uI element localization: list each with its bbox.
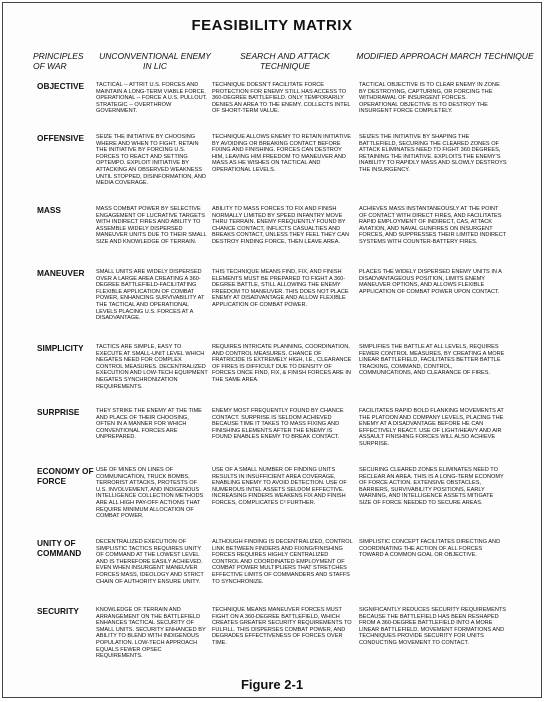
enemy-cell-surprise: THEY STRIKE THE ENEMY AT THE TIME AND PLACE OF THEIR CHOOSING, OFTEN IN A MANNER FOR WHICH CONVENTIONAL FORCES ARE UNPREPARED. [96,408,202,441]
enemy-cell-security: KNOWLEDGE OF TERRAIN AND ARRANGEMENT ON THE BATTLEFIELD ENHANCES TACTICAL SECURITY OF SMALL UNITS. SECURITY ENHANCED BY ABILITY TO BLEND WITH INDIGENOUS POPULATION. LOW-TECH APPROACH EQUALS FEWER OPSEC REQUIREMENTS. [96,607,206,660]
principle-surprise: SURPRISE [37,407,80,417]
search-cell-offensive: TECHNIQUE ALLOWS ENEMY TO RETAIN INITIATIVE BY AVOIDING OR BREAKING CONTACT BEFORE FIXING AND FINISHING. FORCES CAN DESTROY HIM, LEAVING HIM FREEDOM TO MANEUVER AND MASS AS HE WISHES ON TACTICAL AND OPERATIONAL LEVELS. [212,134,352,173]
search-cell-mass: ABILITY TO MASS FORCES TO FIX AND FINISH NORMALLY LIMITED BY SPEED INFANTRY MOVE THRU TERRAIN. ENEMY FREQUENTLY FOUND BY CHANCE CONTACT, INFLICTS CASUALTIES AND BREAKS CONTACT, UNLESS THEY FEEL THEY CAN DESTROY FINDING FORCE, THEN LEAVE AREA. [212,206,349,245]
header-principles: PRINCIPLES OF WAR [33,51,84,71]
principle-mass: MASS [37,205,61,215]
enemy-cell-economy-of-force: USE OF MINES ON LINES OF COMMUNICATION, TRUCK BOMBS, TERRORIST ATTACKS, PROTESTS OF U.S. INVOLVEMENT, AND INDIGENOUS INTELLIGENCE COLLECTION METHODS ARE ALL HIGH PAY-OFF ACTIONS THAT REQUIRE MINIMUM ALLOCATION OF COMBAT POWER. [96,467,204,520]
header-search-attack: SEARCH AND ATTACK TECHNIQUE [240,51,330,71]
document-page [2,2,542,698]
modified-cell-unity-of-command: SIMPLISTIC CONCEPT FACILITATES DIRECTING AND COORDINATING THE ACTION OF ALL FORCES TOWARD A COMMON GOAL OR OBJECTIVE. [359,539,501,559]
search-cell-unity-of-command: ALTHOUGH FINDING IS DECENTRALIZED, CONTROL LINK BETWEEN FINDERS AND FIXING/FINISHING FORCES REQUIRES HIGHLY CENTRALIZED CONTROL AND COORDINATED EMPLOYMENT OF COMBAT POWER MULTIPLIERS THAT STRETCHES EFFECTIVE LIMITS OF COMMANDERS AND STAFFS TO SYNCHRONIZE. [212,539,353,585]
search-cell-simplicity: REQUIRES INTRICATE PLANNING, COORDINATION, AND CONTROL MEASURES. CHANCE OF FRATRICIDE IS EXTREMELY HIGH, I.E., CLEARANCE OF FIRES IS DIFFICULT DUE TO DENSITY OF FORCES ONCE FIND, FIX, & FINISH FORCES ARE IN THE SAME AREA. [212,344,352,383]
search-cell-security: TECHNIQUE MEANS MANEUVER FORCES MUST FIGHT ON A 360-DEGREE BATTLEFIELD, WHICH CREATES GREATER SECURITY REQUIREMENTS TO FULFILL. THIS DISPERSES COMBAT POWER, AND DEGRADES EFFECTIVENESS OF FORCES OVER TIME. [212,607,352,646]
principle-objective: OBJECTIVE [37,81,85,91]
principle-maneuver: MANEUVER [37,268,85,278]
enemy-cell-objective: TACTICAL -- ATTRIT U.S. FORCES AND MAINTAIN A LONG-TERM VIABLE FORCE. OPERATIONAL -- FORCE A U.S. PULLOUT. STRATEGIC -- OVERTHROW GOVERNMENT. [96,82,207,115]
matrix-title: FEASIBILITY MATRIX [191,17,353,34]
modified-cell-offensive: SEIZES THE INITIATIVE BY SHAPING THE BATTLEFIELD, SECURING THE CLEARED ZONES OF ATTACK ELIMINATES NEED TO FIGHT 360 DEGREES, RETAINING THE INITIATIVE. EXPLOITS THE ENEMY'S INABILITY TO RAPIDLY MASS AND SLOWLY DESTROYS THE INSURGENCY. [359,134,507,173]
enemy-cell-simplicity: TACTICS ARE SIMPLE, EASY TO EXECUTE AT SMALL-UNIT LEVEL WHICH NEGATES NEED FOR COMPLEX CONTROL MEASURES. DECENTRALIZED EXECUTION AND LOW-TECH EQUIPMENT NEGATES SYNCHRONIZATION REQUIREMENTS. [96,344,208,390]
principle-offensive: OFFENSIVE [37,133,85,143]
matrix-rows [3,3,541,697]
modified-cell-simplicity: SIMPLIFIES THE BATTLE AT ALL LEVELS, REQUIRES FEWER CONTROL MEASURES, BY CREATING A MORE LINEAR BATTLEFIELD, FACILITATES BETTER BATTLE TRACKING, COMMAND, CONTROL, COMMUNICATIONS, AND CLEARANCE OF FIRES. [359,344,505,377]
search-cell-surprise: ENEMY MOST FREQUENTLY FOUND BY CHANCE CONTACT. SURPRISE IS SELDOM ACHIEVED BECAUSE TIME IT TAKES TO MASS FIXING AND FINISHING ELEMENTS AFTER THE ENEMY IS FOUND ENABLES ENEMY TO BREAK CONTACT. [212,408,344,441]
modified-cell-mass: ACHIEVES MASS INSTANTANEOUSLY AT THE POINT OF CONTACT WITH DIRECT FIRES, AND FACILITATES RAPID EMPLOYMENT OF INDIRECT, CAS, ATTACK AVIATION, AND NAVAL GUNFIRES ON INSURGENT FORCES, AND SUPPRESSES THEIR LIMITED INDIRECT SYSTEMS WITH COUNTER-BATTERY FIRES. [359,206,507,245]
header-modified-approach: MODIFIED APPROACH MARCH TECHNIQUE [356,51,534,61]
enemy-cell-mass: MASS COMBAT POWER BY SELECTIVE ENGAGEMENT OF LUCRATIVE TARGETS WITH INDIRECT FIRES AND ABILITY TO ASSEMBLE WIDELY DISPERSED MANEUVER UNITS DUE TO THEIR SMALL SIZE AND KNOWLEDGE OF TERRAIN. [96,206,207,245]
enemy-cell-maneuver: SMALL UNITS ARE WIDELY DISPERSED OVER A LARGE AREA CREATING A 360-DEGREE BATTLEFIELD-FACILITATING FLEXIBLE APPLICATION OF COMBAT POWER, ENHANCING SURVIVABILITY AT THE TACTICAL AND OPERATIONAL LEVELS PLACING U.S. FORCES AT A DISADVANTAGE. [96,269,205,322]
modified-cell-surprise: FACILITATES RAPID BOLD FLANKING MOVEMENTS AT THE PLATOON AND COMPANY LEVELS, PLACING THE ENEMY AT A DISADVANTAGE BEFORE HE CAN EFFECTIVELY REACT. USE OF LIGHT/HEAVY AND AIR ASSAULT FINISHING FORCES WILL ALSO ACHIEVE SURPRISE. [359,408,504,447]
search-cell-objective: TECHNIQUE DOESN'T FACILITATE FORCE PROTECTION FOR ENEMY STILL HAS ACCESS TO 360-DEGREE BATTLEFIELD. ONLY TEMPORARILY DENIES AN AREA TO THE ENEMY. COLLECTS INTEL OF SHORT-TERM VALUE. [212,82,351,115]
search-cell-economy-of-force: USE OF A SMALL NUMBER OF FINDING UNITS RESULTS IN INSUFFICIENT AREA COVERAGE, ENABLING ENEMY TO AVOID DETECTION. USE OF NUMEROUS INTEL ASSETS SELDOM EFFECTIVE. INCREASING FINDERS WEAKENS FIX AND FINISH FORCES, COMPLICATES C² FURTHER. [212,467,347,506]
modified-cell-maneuver: PLACES THE WIDELY DISPERSED ENEMY UNITS IN A DISADVANTAGEOUS POSITION, LIMITS ENEMY MANEUVER OPTIONS, AND ALLOWS FLEXIBLE APPLICATION OF COMBAT POWER UPON CONTACT. [359,269,502,295]
principle-security: SECURITY [37,606,79,616]
header-unconventional-enemy: UNCONVENTIONAL ENEMY IN LIC [99,51,211,71]
modified-cell-objective: TACTICAL OBJECTIVE IS TO CLEAR ENEMY IN ZONE BY DESTROYING, CAPTURING, OR FORCING THE WITHDRAWAL OF INSURGENT FORCES. OPERATIONAL OBJECTIVE IS TO DESTROY THE INSURGENT FORCE COMPLETELY. [359,82,500,115]
principle-economy-of-force: ECONOMY OF FORCE [37,466,94,486]
modified-cell-security: SIGNIFICANTLY REDUCES SECURITY REQUIREMENTS BECAUSE THE BATTLEFIELD HAS BEEN RESHAPED FROM A 360-DEGREE BATTLEFIELD INTO A MORE LINEAR BATTLEFIELD. MOVEMENT FORMATIONS AND TECHNIQUES PROVIDE SECURITY FOR UNITS CONDUCTING MOVEMENT TO CONTACT. [359,607,507,646]
modified-cell-economy-of-force: SECURING CLEARED ZONES ELIMINATES NEED TO RECLEAR AN AREA. THIS IS A LONG-TERM ECONOMY OF FORCE ACTION. EXTENSIVE OBSTACLES, BARRIERS, SURVIVABILITY POSITIONS, EARLY WARNING, AND INTELLIGENCE ASSETS MITIGATE SIZE OF FORCE NEEDED TO SECURE AREAS. [359,467,504,506]
search-cell-maneuver: THIS TECHNIQUE MEANS FIND, FIX, AND FINISH ELEMENTS MUST BE PREPARED TO FIGHT A 360-DEGREE BATTLE, STILL ALLOWING THE ENEMY FREEDOM TO MANEUVER. THIS DOES NOT PLACE ENEMY AT DISADVANTAGE AND ALLOW FLEXIBLE APPLICATION OF COMBAT POWER. [212,269,349,308]
enemy-cell-unity-of-command: DECENTRALIZED EXECUTION OF SIMPLISTIC TACTICS REQUIRES UNITY OF COMMAND AT THE LOWEST LEVEL AND IS THEREFORE EASILY ACHIEVED. EVEN WHEN INSURGENT MANEUVER FORCES MASS, IDEOLOGY AND STRICT CHAIN OF AUTHORITY ENSURE UNITY. [96,539,204,585]
figure-caption: Figure 2-1 [240,677,304,692]
principle-unity-of-command: UNITY OF COMMAND [37,538,82,558]
enemy-cell-offensive: SEIZE THE INITIATIVE BY CHOOSING WHERE AND WHEN TO FIGHT. RETAIN THE INITIATIVE BY FORCING U.S. FORCES TO REACT AND SETTING OPTEMPO. EXPLOIT INITIATIVE BY ATTACKING AN OBSERVED WEAKNESS UNTIL STOPPED, DISINFORMATION, AND MEDIA COVERAGE. [96,134,206,187]
principle-simplicity: SIMPLICITY [37,343,84,353]
